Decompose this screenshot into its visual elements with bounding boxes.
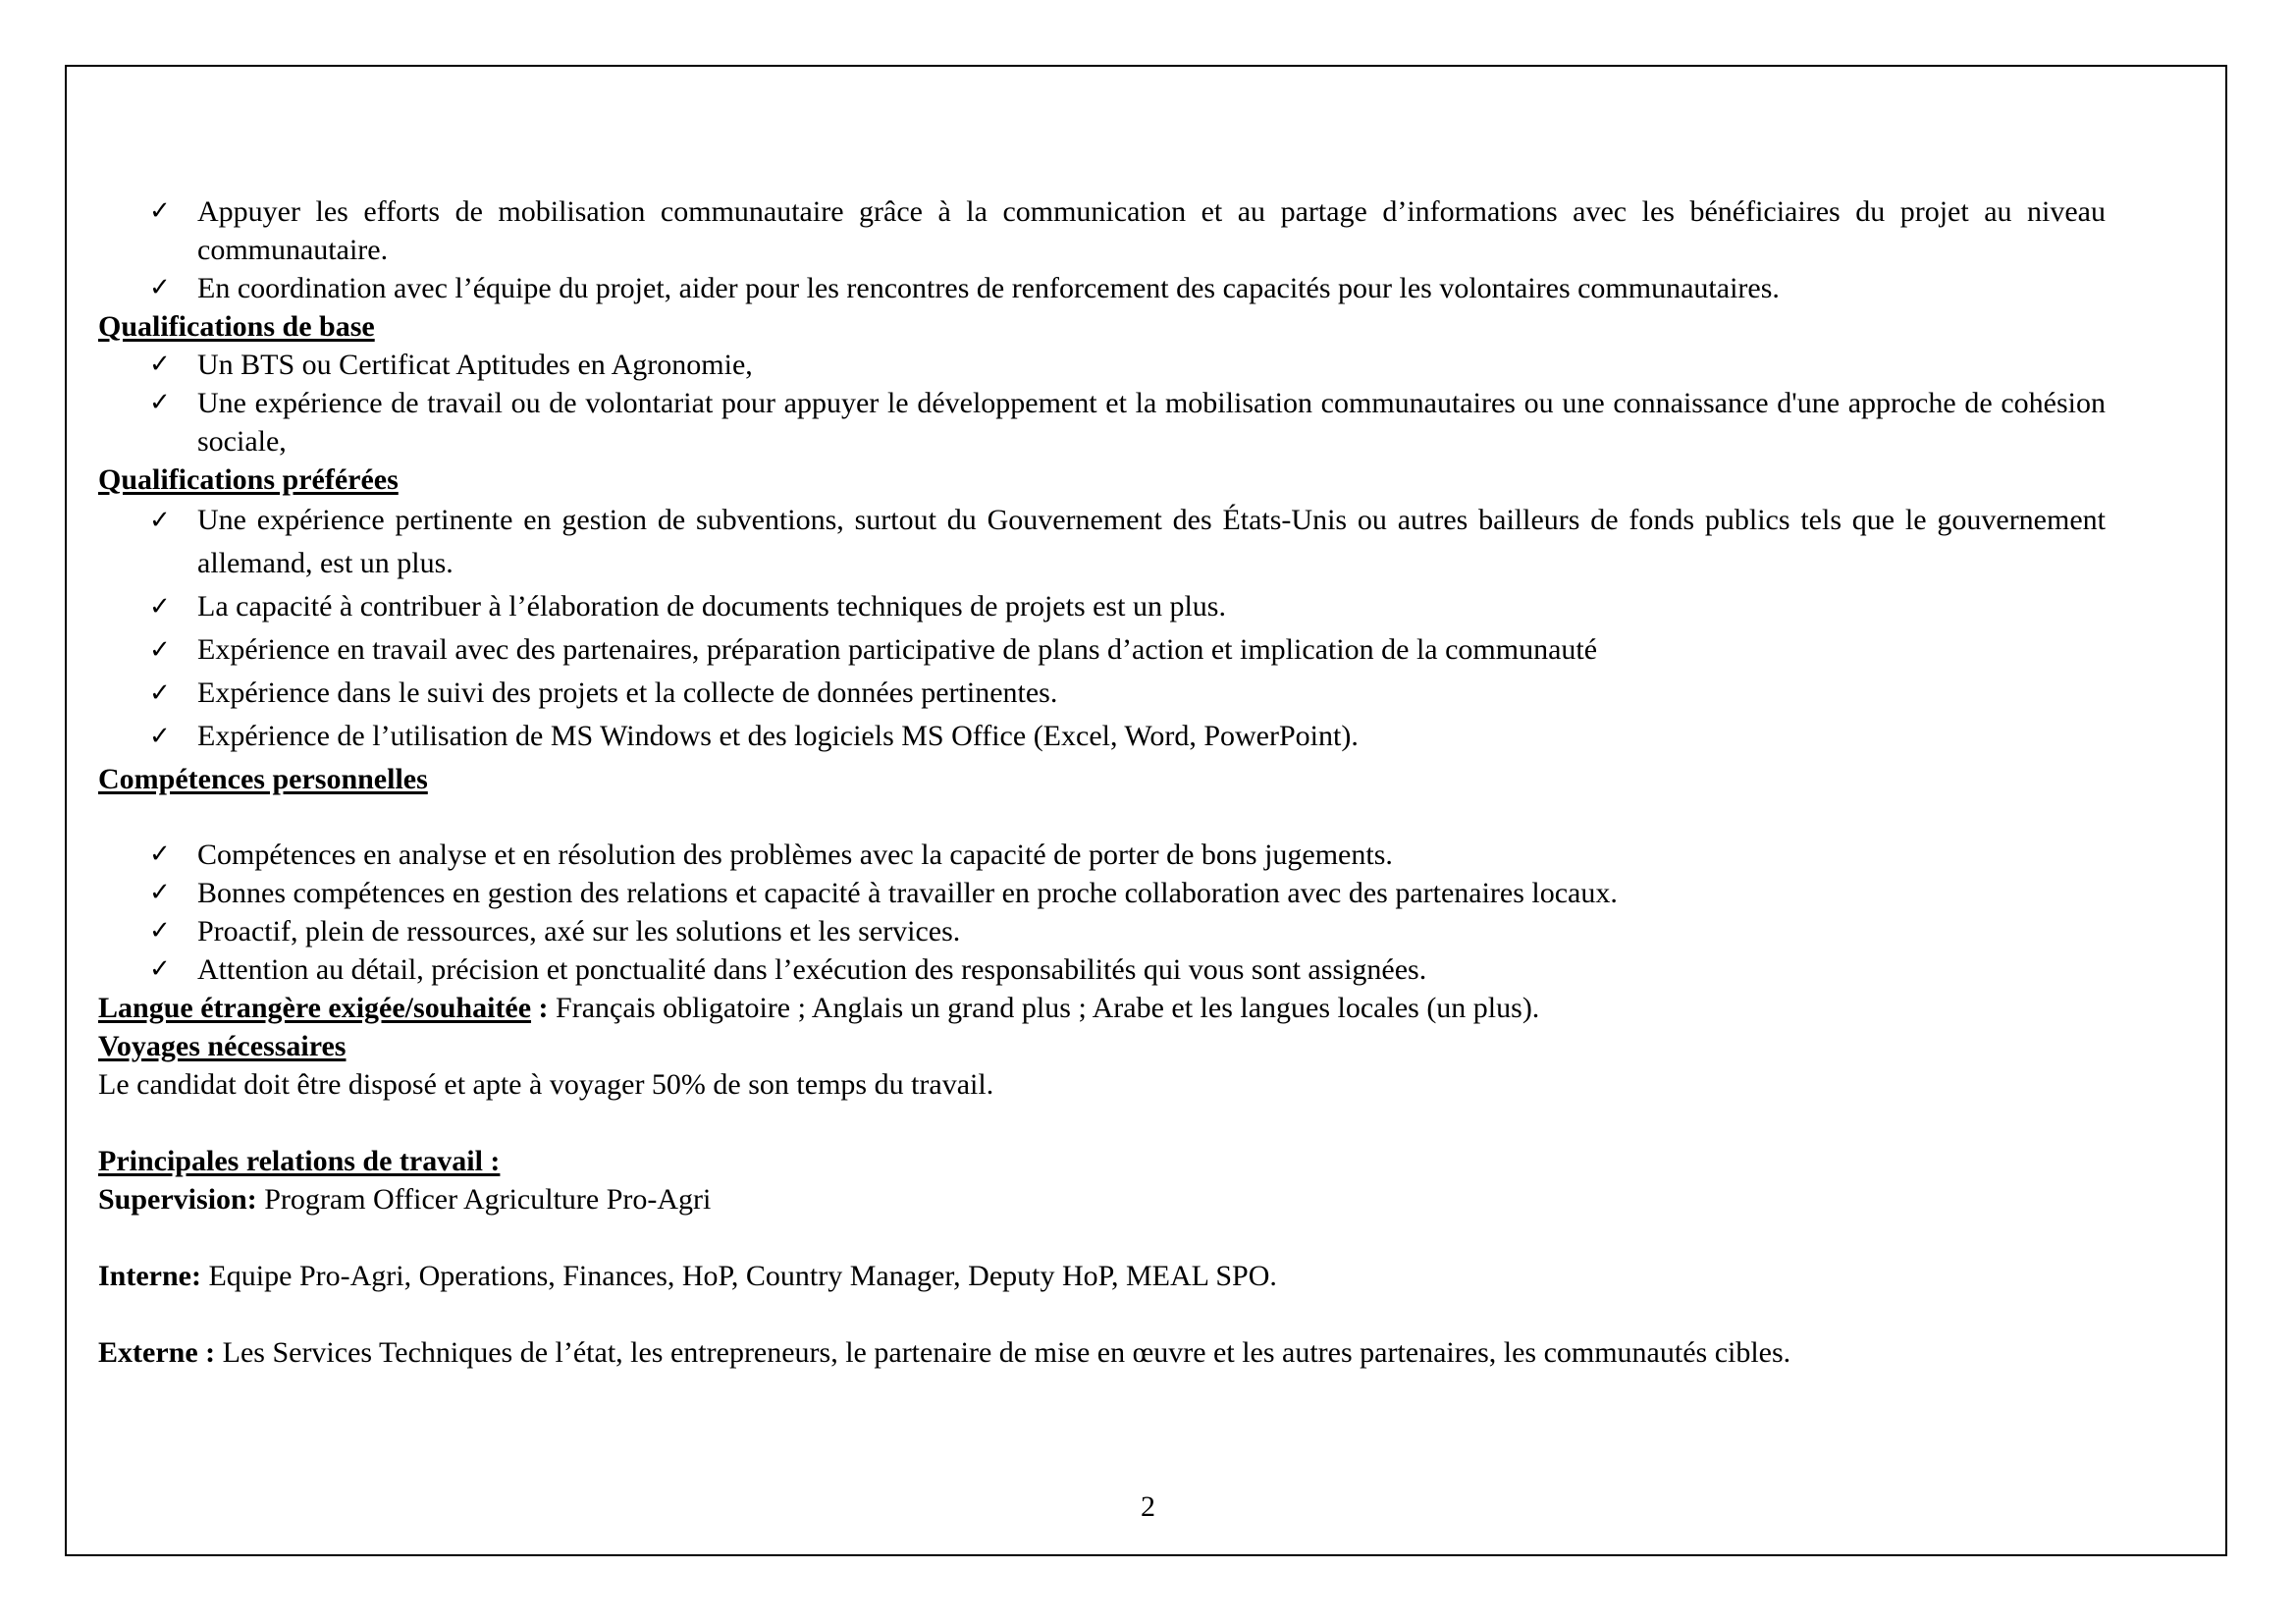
check-mark-icon: ✓ xyxy=(149,196,171,226)
check-mark-icon: ✓ xyxy=(149,916,171,946)
supervision-text: Program Officer Agriculture Pro-Agri xyxy=(256,1183,712,1216)
supervision-paragraph xyxy=(98,1180,2106,1218)
list-item-text: Une expérience pertinente en gestion de subventions, surtout du Gouvernement des États-Unis ou autres bailleurs de fonds publics tels que le gouvernement allemand, est un plus. xyxy=(197,504,2106,579)
spacer xyxy=(98,798,2106,836)
voyages-heading: Voyages nécessaires xyxy=(98,1030,347,1062)
check-mark-icon: ✓ xyxy=(149,273,171,302)
list-item-text: Un BTS ou Certificat Aptitudes en Agronomie, xyxy=(197,349,753,381)
competences-personnelles-heading: Compétences personnelles xyxy=(98,763,428,795)
list-item xyxy=(98,628,2106,672)
spacer xyxy=(98,1218,2106,1257)
list-item-text: Bonnes compétences en gestion des relations et capacité à travailler en proche collaboration avec des partenaires locaux. xyxy=(197,877,1618,909)
check-mark-icon: ✓ xyxy=(149,635,171,665)
list-item-text: Attention au détail, précision et ponctualité dans l’exécution des responsabilités qui vous sont assignées. xyxy=(197,953,1427,986)
interne-label: Interne: xyxy=(98,1260,201,1292)
check-mark-icon: ✓ xyxy=(149,722,171,751)
langue-heading: Langue étrangère exigée/souhaitée xyxy=(98,992,532,1024)
supervision-label: Supervision: xyxy=(98,1183,257,1216)
list-item-text: Appuyer les efforts de mobilisation communautaire grâce à la communication et au partage d’informations avec les bénéficiaires du projet au niveau communautaire. xyxy=(197,195,2106,266)
check-mark-icon: ✓ xyxy=(149,878,171,907)
list-item xyxy=(98,499,2106,585)
interne-paragraph xyxy=(98,1257,2106,1295)
relations-heading: Principales relations de travail : xyxy=(98,1145,501,1177)
check-mark-icon: ✓ xyxy=(149,506,171,535)
list-item-text: En coordination avec l’équipe du projet, aider pour les rencontres de renforcement des capacités pour les volontaires communautaires. xyxy=(197,272,1780,304)
qualifications-preferees-list xyxy=(98,499,2106,758)
check-mark-icon: ✓ xyxy=(149,592,171,622)
list-item xyxy=(98,192,2106,269)
interne-text: Equipe Pro-Agri, Operations, Finances, HoP, Country Manager, Deputy HoP, MEAL SPO. xyxy=(200,1260,1277,1292)
list-item-text: La capacité à contribuer à l’élaboration de documents techniques de projets est un plus. xyxy=(197,590,1226,623)
check-mark-icon: ✓ xyxy=(149,388,171,417)
langue-text: Français obligatoire ; Anglais un grand plus ; Arabe et les langues locales (un plus). xyxy=(556,992,1540,1024)
list-item xyxy=(98,715,2106,758)
list-item xyxy=(98,874,2106,912)
list-item xyxy=(98,585,2106,628)
list-item-text: Expérience en travail avec des partenaires, préparation participative de plans d’action et implication de la communauté xyxy=(197,633,1598,666)
langue-separator: : xyxy=(531,992,557,1024)
spacer xyxy=(98,1104,2106,1142)
page-number: 2 xyxy=(1141,1490,1155,1523)
qualifications-base-heading: Qualifications de base xyxy=(98,310,375,343)
list-item-text: Compétences en analyse et en résolution des problèmes avec la capacité de porter de bons jugements. xyxy=(197,839,1393,871)
intro-bullet-list xyxy=(98,192,2106,307)
voyages-text: Le candidat doit être disposé et apte à voyager 50% de son temps du travail. xyxy=(98,1068,994,1101)
competences-personnelles-list xyxy=(98,836,2106,989)
check-mark-icon: ✓ xyxy=(149,954,171,984)
list-item xyxy=(98,836,2106,874)
list-item-text: Expérience dans le suivi des projets et la collecte de données pertinentes. xyxy=(197,677,1058,709)
document-body xyxy=(98,192,2106,1372)
check-mark-icon: ✓ xyxy=(149,678,171,708)
list-item xyxy=(98,912,2106,950)
externe-paragraph xyxy=(98,1333,2106,1372)
list-item-text: Une expérience de travail ou de volontariat pour appuyer le développement et la mobilisation communautaires ou une connaissance d'une approche de cohésion sociale, xyxy=(197,387,2106,458)
qualifications-preferees-heading: Qualifications préférées xyxy=(98,463,399,496)
qualifications-base-list xyxy=(98,346,2106,460)
list-item-text: Proactif, plein de ressources, axé sur les solutions et les services. xyxy=(197,915,961,947)
list-item xyxy=(98,672,2106,715)
externe-label: Externe : xyxy=(98,1336,216,1369)
list-item xyxy=(98,950,2106,989)
list-item xyxy=(98,346,2106,384)
list-item xyxy=(98,384,2106,460)
check-mark-icon: ✓ xyxy=(149,350,171,379)
externe-text: Les Services Techniques de l’état, les entrepreneurs, le partenaire de mise en œuvre et les autres partenaires, les communautés cibles. xyxy=(215,1336,1791,1369)
list-item-text: Expérience de l’utilisation de MS Windows et des logiciels MS Office (Excel, Word, PowerPoint). xyxy=(197,720,1359,752)
spacer xyxy=(98,1295,2106,1333)
list-item xyxy=(98,269,2106,307)
langue-paragraph xyxy=(98,989,2106,1027)
check-mark-icon: ✓ xyxy=(149,839,171,869)
